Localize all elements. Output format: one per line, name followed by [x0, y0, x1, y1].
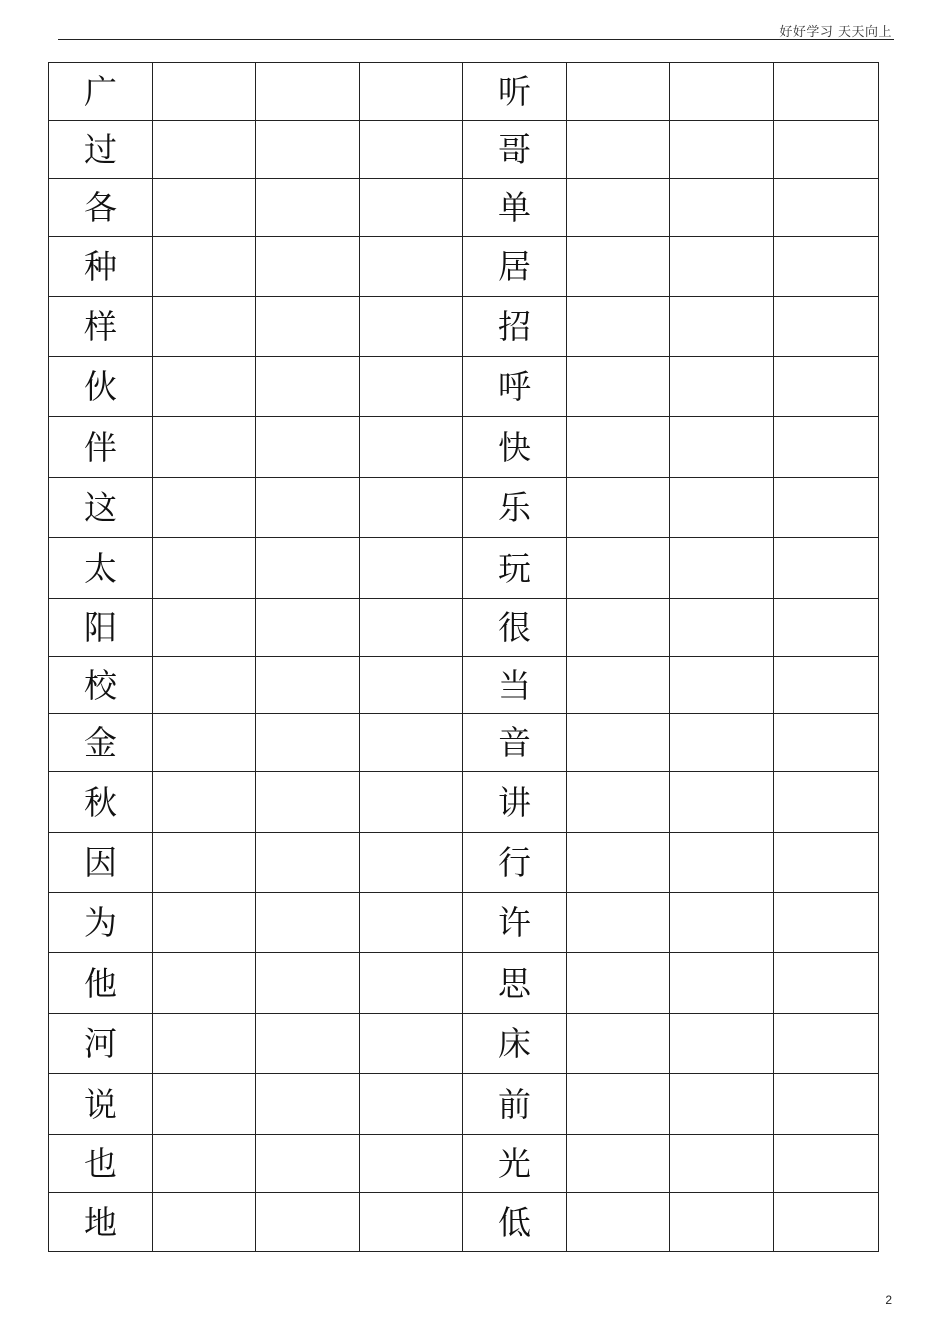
model-character-right: 快 [463, 417, 567, 478]
practice-cell [153, 357, 256, 417]
practice-cell [567, 893, 670, 953]
practice-cell [670, 599, 774, 657]
practice-cell [360, 63, 463, 121]
practice-cell [670, 1014, 774, 1074]
model-character-right: 音 [463, 714, 567, 772]
model-character-left: 校 [49, 657, 153, 714]
model-character-left: 因 [49, 833, 153, 893]
practice-cell [360, 1135, 463, 1193]
practice-cell [256, 297, 360, 357]
practice-cell [256, 657, 360, 714]
practice-cell [256, 953, 360, 1014]
practice-cell [567, 121, 670, 179]
practice-cell [256, 478, 360, 538]
model-character-left: 各 [49, 179, 153, 237]
practice-row [49, 357, 879, 417]
model-character-left: 河 [49, 1014, 153, 1074]
practice-cell [360, 417, 463, 478]
practice-cell [153, 179, 256, 237]
practice-cell [256, 833, 360, 893]
practice-cell [360, 478, 463, 538]
practice-cell [670, 953, 774, 1014]
practice-row [49, 1135, 879, 1193]
practice-cell [774, 772, 879, 833]
practice-cell [567, 237, 670, 297]
practice-cell [670, 538, 774, 599]
practice-cell [153, 538, 256, 599]
practice-cell [153, 63, 256, 121]
practice-cell [153, 772, 256, 833]
model-character-right: 行 [463, 833, 567, 893]
practice-cell [153, 478, 256, 538]
practice-cell [153, 417, 256, 478]
practice-cell [153, 833, 256, 893]
practice-row [49, 1193, 879, 1252]
practice-cell [256, 893, 360, 953]
practice-cell [256, 179, 360, 237]
practice-cell [256, 1014, 360, 1074]
model-character-right: 玩 [463, 538, 567, 599]
practice-cell [670, 478, 774, 538]
practice-cell [670, 657, 774, 714]
practice-row [49, 1014, 879, 1074]
practice-row [49, 121, 879, 179]
practice-cell [774, 714, 879, 772]
practice-row [49, 657, 879, 714]
practice-cell [670, 237, 774, 297]
practice-cell [256, 237, 360, 297]
practice-cell [670, 714, 774, 772]
practice-cell [360, 297, 463, 357]
practice-cell [567, 599, 670, 657]
practice-row [49, 63, 879, 121]
practice-cell [670, 297, 774, 357]
practice-cell [153, 599, 256, 657]
practice-cell [774, 599, 879, 657]
practice-cell [360, 772, 463, 833]
practice-cell [256, 1135, 360, 1193]
practice-cell [256, 714, 360, 772]
practice-cell [153, 1014, 256, 1074]
practice-cell [774, 357, 879, 417]
character-practice-grid [48, 62, 879, 1252]
practice-cell [153, 1135, 256, 1193]
practice-cell [360, 357, 463, 417]
practice-cell [360, 179, 463, 237]
practice-cell [153, 237, 256, 297]
practice-cell [256, 121, 360, 179]
practice-cell [774, 1014, 879, 1074]
model-character-right: 呼 [463, 357, 567, 417]
practice-cell [256, 63, 360, 121]
model-character-right: 思 [463, 953, 567, 1014]
model-character-left: 说 [49, 1074, 153, 1135]
practice-cell [360, 833, 463, 893]
practice-row [49, 953, 879, 1014]
practice-cell [360, 714, 463, 772]
practice-cell [256, 538, 360, 599]
practice-cell [774, 538, 879, 599]
practice-cell [360, 657, 463, 714]
model-character-right: 床 [463, 1014, 567, 1074]
model-character-right: 低 [463, 1193, 567, 1252]
practice-cell [360, 893, 463, 953]
practice-row [49, 179, 879, 237]
practice-cell [567, 833, 670, 893]
practice-cell [774, 1135, 879, 1193]
practice-cell [256, 357, 360, 417]
practice-cell [774, 121, 879, 179]
practice-cell [360, 599, 463, 657]
model-character-right: 哥 [463, 121, 567, 179]
practice-cell [670, 63, 774, 121]
practice-cell [774, 1193, 879, 1252]
practice-cell [567, 657, 670, 714]
practice-row [49, 833, 879, 893]
practice-cell [774, 179, 879, 237]
model-character-left: 广 [49, 63, 153, 121]
practice-cell [360, 237, 463, 297]
practice-cell [567, 953, 670, 1014]
practice-cell [670, 772, 774, 833]
model-character-right: 讲 [463, 772, 567, 833]
practice-cell [774, 417, 879, 478]
model-character-right: 许 [463, 893, 567, 953]
model-character-left: 金 [49, 714, 153, 772]
practice-cell [256, 1193, 360, 1252]
practice-cell [567, 1074, 670, 1135]
model-character-left: 他 [49, 953, 153, 1014]
practice-cell [567, 1193, 670, 1252]
practice-cell [567, 357, 670, 417]
practice-cell [567, 63, 670, 121]
practice-cell [670, 179, 774, 237]
practice-cell [153, 657, 256, 714]
practice-row [49, 237, 879, 297]
practice-cell [153, 714, 256, 772]
model-character-right: 很 [463, 599, 567, 657]
practice-cell [774, 833, 879, 893]
page-number: 2 [885, 1293, 892, 1307]
practice-cell [360, 1014, 463, 1074]
practice-cell [670, 357, 774, 417]
practice-cell [360, 953, 463, 1014]
model-character-left: 太 [49, 538, 153, 599]
practice-cell [153, 1074, 256, 1135]
practice-cell [256, 599, 360, 657]
model-character-right: 招 [463, 297, 567, 357]
practice-cell [567, 297, 670, 357]
practice-cell [567, 417, 670, 478]
model-character-right: 听 [463, 63, 567, 121]
practice-cell [567, 714, 670, 772]
model-character-left: 这 [49, 478, 153, 538]
practice-cell [774, 657, 879, 714]
practice-cell [670, 1135, 774, 1193]
practice-cell [153, 297, 256, 357]
model-character-left: 为 [49, 893, 153, 953]
model-character-left: 种 [49, 237, 153, 297]
practice-cell [670, 417, 774, 478]
model-character-left: 伙 [49, 357, 153, 417]
model-character-left: 阳 [49, 599, 153, 657]
model-character-left: 伴 [49, 417, 153, 478]
practice-cell [774, 63, 879, 121]
practice-cell [360, 121, 463, 179]
grid-body [49, 63, 879, 1252]
practice-cell [774, 893, 879, 953]
model-character-left: 地 [49, 1193, 153, 1252]
practice-cell [670, 893, 774, 953]
model-character-right: 居 [463, 237, 567, 297]
practice-row [49, 297, 879, 357]
header-motto: 好好学习 天天向上 [779, 25, 892, 40]
practice-cell [153, 953, 256, 1014]
practice-cell [774, 237, 879, 297]
model-character-left: 样 [49, 297, 153, 357]
practice-cell [670, 121, 774, 179]
practice-cell [256, 772, 360, 833]
model-character-right: 光 [463, 1135, 567, 1193]
practice-row [49, 599, 879, 657]
practice-cell [567, 478, 670, 538]
model-character-right: 乐 [463, 478, 567, 538]
practice-cell [360, 538, 463, 599]
practice-cell [360, 1074, 463, 1135]
practice-cell [256, 417, 360, 478]
practice-cell [153, 893, 256, 953]
practice-cell [360, 1193, 463, 1252]
practice-row [49, 772, 879, 833]
model-character-left: 秋 [49, 772, 153, 833]
model-character-left: 过 [49, 121, 153, 179]
practice-cell [567, 179, 670, 237]
practice-row [49, 893, 879, 953]
model-character-right: 当 [463, 657, 567, 714]
practice-cell [567, 1135, 670, 1193]
practice-cell [153, 121, 256, 179]
practice-row [49, 417, 879, 478]
model-character-right: 前 [463, 1074, 567, 1135]
practice-cell [774, 1074, 879, 1135]
practice-cell [256, 1074, 360, 1135]
practice-cell [153, 1193, 256, 1252]
practice-cell [567, 538, 670, 599]
practice-cell [670, 833, 774, 893]
practice-row [49, 1074, 879, 1135]
practice-cell [567, 772, 670, 833]
practice-row [49, 714, 879, 772]
practice-cell [774, 478, 879, 538]
practice-cell [567, 1014, 670, 1074]
practice-cell [774, 953, 879, 1014]
model-character-left: 也 [49, 1135, 153, 1193]
practice-cell [774, 297, 879, 357]
header-divider [58, 39, 894, 40]
practice-row [49, 538, 879, 599]
model-character-right: 单 [463, 179, 567, 237]
practice-cell [670, 1193, 774, 1252]
practice-cell [670, 1074, 774, 1135]
practice-row [49, 478, 879, 538]
